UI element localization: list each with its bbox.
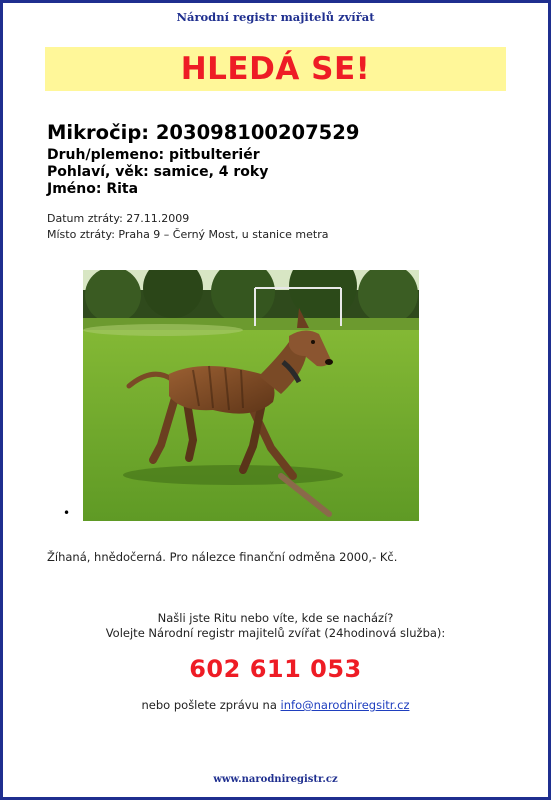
sex-age-line: Pohlaví, věk: samice, 4 roky xyxy=(47,164,269,180)
dog-description: Žíhaná, hnědočerná. Pro nálezce finanční odměna 2000,- Kč. xyxy=(47,550,398,564)
registry-title: Národní registr majitelů zvířat xyxy=(176,10,375,24)
email-prefix: nebo pošlete zprávu na xyxy=(141,698,277,712)
footer-website[interactable]: www.narodniregistr.cz xyxy=(213,774,338,785)
photo-bullet: • xyxy=(63,506,71,520)
dog-photo-illustration xyxy=(83,270,419,521)
name-line: Jméno: Rita xyxy=(47,181,139,197)
banner-headline: HLEDÁ SE! xyxy=(180,51,371,87)
contact-phone[interactable]: 602 611 053 xyxy=(189,655,362,683)
dog-photo xyxy=(83,270,419,521)
contact-question: Našli jste Ritu nebo víte, kde se nachází? xyxy=(157,611,394,625)
email-link[interactable]: info@narodniregsitr.cz xyxy=(280,698,410,712)
loss-place: Místo ztráty: Praha 9 – Černý Most, u stanice metra xyxy=(47,228,329,241)
missing-banner xyxy=(45,47,506,91)
loss-date: Datum ztráty: 27.11.2009 xyxy=(47,212,190,225)
contact-call-text: Volejte Národní registr majitelů zvířat (24hodinová služba): xyxy=(105,626,446,640)
contact-email-line xyxy=(0,698,551,712)
microchip-number: Mikročip: 203098100207529 xyxy=(47,121,360,144)
breed-line: Druh/plemeno: pitbulteriér xyxy=(47,147,260,163)
